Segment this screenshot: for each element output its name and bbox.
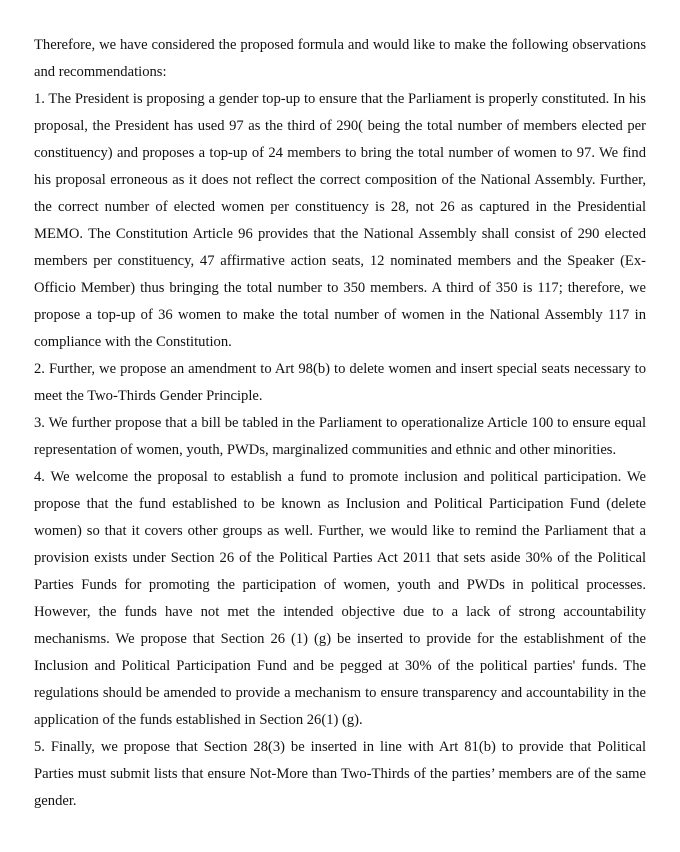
recommendation-1-paragraph: 1. The President is proposing a gender top-up to ensure that the Parliament is properly constituted. In his proposal, the President has used 97 as the third of 290( being the total number of members elected per constituency) and proposes a top-up of 24 members to bring the total number of women to 97. We find his proposal erroneous as it does not reflect the correct composition of the National Assembly. Further, the correct number of elected women per constituency is 28, not 26 as captured in the Presidential MEMO. The Constitution Article 96 provides that the National Assembly shall consist of 290 elected members per constituency, 47 affirmative action seats, 12 nominated members and the Speaker (Ex-Officio Member) thus bringing the total number to 350 members. A third of 350 is 117; therefore, we propose a top-up of 36 women to make the total number of women in the National Assembly 117 in compliance with the Constitution. xyxy=(34,91,646,350)
recommendation-2-paragraph: 2. Further, we propose an amendment to Art 98(b) to delete women and insert special seats necessary to meet the Two-Thirds Gender Principle. xyxy=(34,361,646,404)
intro-paragraph: Therefore, we have considered the proposed formula and would like to make the following observations and recommendations: xyxy=(34,37,646,80)
document-body xyxy=(34,32,646,815)
recommendation-5-paragraph: 5. Finally, we propose that Section 28(3) be inserted in line with Art 81(b) to provide that Political Parties must submit lists that ensure Not-More than Two-Thirds of the parties’ members are of the same gender. xyxy=(34,739,646,809)
recommendation-3-paragraph: 3. We further propose that a bill be tabled in the Parliament to operationalize Article 100 to ensure equal representation of women, youth, PWDs, marginalized communities and ethnic and other minorities. xyxy=(34,415,646,458)
recommendation-4-paragraph: 4. We welcome the proposal to establish a fund to promote inclusion and political participation. We propose that the fund established to be known as Inclusion and Political Participation Fund (delete women) so that it covers other groups as well. Further, we would like to remind the Parliament that a provision exists under Section 26 of the Political Parties Act 2011 that sets aside 30% of the Political Parties Funds for promoting the participation of women, youth and PWDs in political processes. However, the funds have not met the intended objective due to a lack of strong accountability mechanisms. We propose that Section 26 (1) (g) be inserted to provide for the establishment of the Inclusion and Political Participation Fund and be pegged at 30% of the political parties' funds. The regulations should be amended to provide a mechanism to ensure transparency and accountability in the application of the funds established in Section 26(1) (g). xyxy=(34,469,646,728)
